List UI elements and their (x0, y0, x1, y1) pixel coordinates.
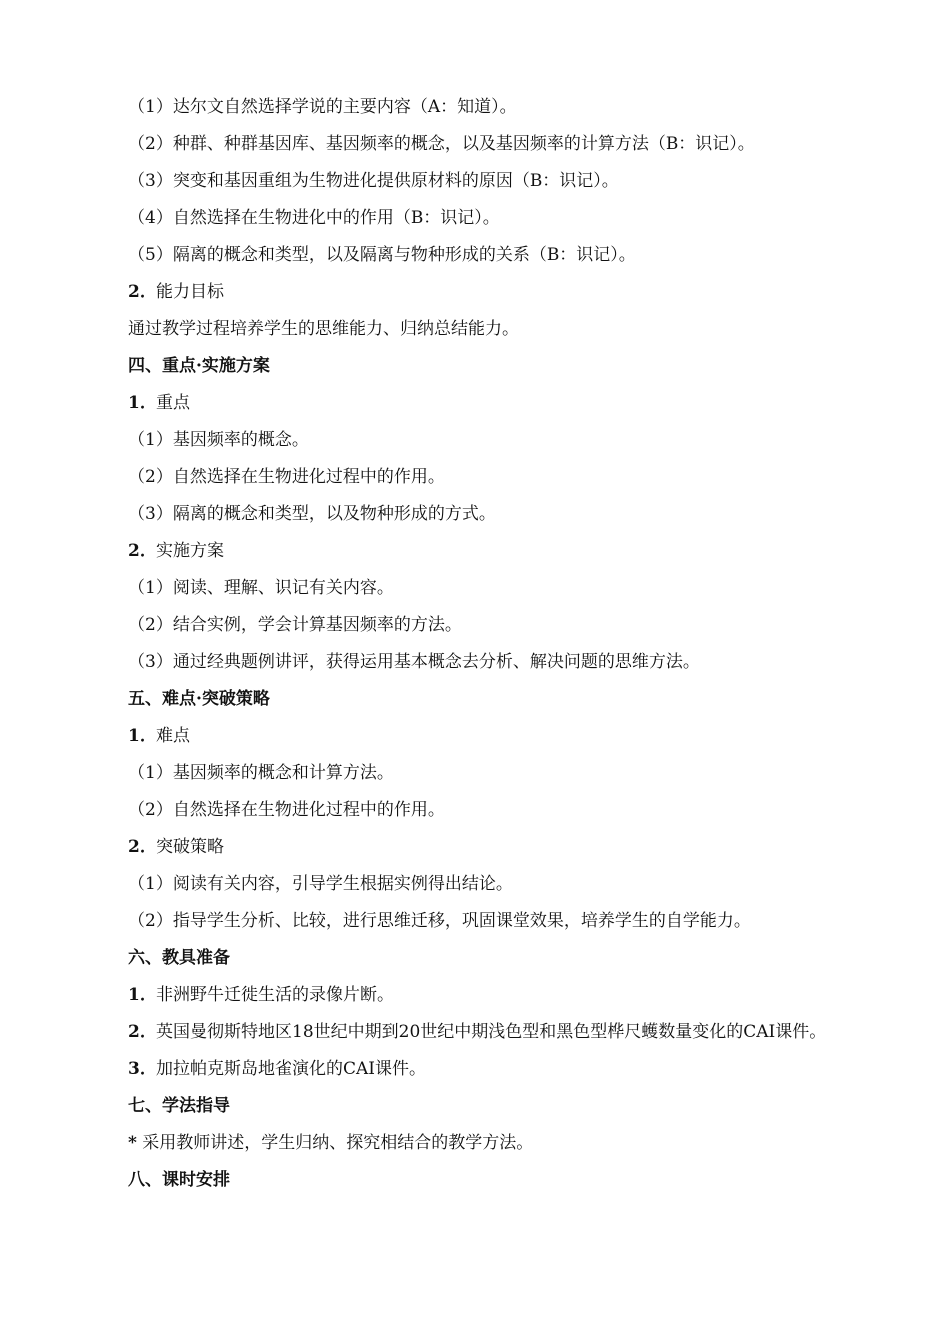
knowledge-item-5: （5）隔离的概念和类型，以及隔离与物种形成的关系（B：识记）。 (128, 245, 636, 265)
section6-item-3-text: 加拉帕克斯岛地雀演化的CAI课件。 (156, 1059, 426, 1079)
section5-sub2-number: 2． (128, 837, 157, 857)
section8-heading: 八、课时安排 (128, 1170, 230, 1190)
section5-sub1-item-1: （1）基因频率的概念和计算方法。 (128, 763, 394, 783)
section4-sub1-item-1: （1）基因频率的概念。 (128, 430, 309, 450)
section6-item-1-text: 非洲野牛迁徙生活的录像片断。 (156, 985, 394, 1005)
section5-sub1-title: 难点 (156, 726, 190, 746)
section7-body: 采用教师讲述，学生归纳、探究相结合的教学方法。 (142, 1133, 534, 1153)
section6-item-1 (128, 977, 880, 1014)
knowledge-item-4: （4）自然选择在生物进化中的作用（B：识记）。 (128, 208, 500, 228)
section4-sub1-item-2: （2）自然选择在生物进化过程中的作用。 (128, 467, 445, 487)
section5-heading: 五、难点·突破策略 (128, 689, 270, 709)
section4-sub2 (128, 533, 880, 570)
section4-sub2-item-1: （1）阅读、理解、识记有关内容。 (128, 578, 394, 598)
section4-sub1-number: 1． (128, 393, 157, 413)
knowledge-item-1: （1）达尔文自然选择学说的主要内容（A：知道）。 (128, 97, 517, 117)
section4-sub1-item-3: （3）隔离的概念和类型，以及物种形成的方式。 (128, 504, 496, 524)
section4-sub2-number: 2． (128, 541, 157, 561)
section4-sub2-item-2: （2）结合实例，学会计算基因频率的方法。 (128, 615, 462, 635)
ability-text: 通过教学过程培养学生的思维能力、归纳总结能力。 (128, 319, 519, 339)
section5-sub1 (128, 718, 880, 755)
section4-heading: 四、重点·实施方案 (128, 356, 270, 376)
section5-sub2-title: 突破策略 (156, 837, 224, 857)
section7-heading: 七、学法指导 (128, 1096, 230, 1116)
section6-item-3-number: 3． (128, 1059, 157, 1079)
section5-sub2 (128, 829, 880, 866)
section5-sub2-item-2: （2）指导学生分析、比较，进行思维迁移，巩固课堂效果，培养学生的自学能力。 (128, 911, 751, 931)
section6-item-3 (128, 1051, 880, 1088)
section6-item-2-text: 英国曼彻斯特地区18世纪中期到20世纪中期浅色型和黑色型桦尺蠖数量变化的CAI课件。 (156, 1022, 827, 1042)
section5-sub1-number: 1． (128, 726, 157, 746)
section6-heading: 六、教具准备 (128, 948, 230, 968)
section6-item-2 (128, 1014, 880, 1051)
section4-sub1 (128, 385, 880, 422)
section4-sub2-title: 实施方案 (156, 541, 224, 561)
section7-text (128, 1125, 880, 1162)
knowledge-item-2: （2）种群、种群基因库、基因频率的概念，以及基因频率的计算方法（B：识记）。 (128, 134, 755, 154)
ability-number: 2． (128, 282, 157, 302)
knowledge-item-3: （3）突变和基因重组为生物进化提供原材料的原因（B：识记）。 (128, 171, 619, 191)
section5-sub1-item-2: （2）自然选择在生物进化过程中的作用。 (128, 800, 445, 820)
section6-item-1-number: 1． (128, 985, 157, 1005)
ability-subheading (128, 274, 880, 311)
section7-star: * (128, 1133, 137, 1153)
ability-title: 能力目标 (156, 282, 224, 302)
section4-sub1-title: 重点 (156, 393, 190, 413)
section5-sub2-item-1: （1）阅读有关内容，引导学生根据实例得出结论。 (128, 874, 513, 894)
section4-sub2-item-3: （3）通过经典题例讲评，获得运用基本概念去分析、解决问题的思维方法。 (128, 652, 700, 672)
section6-item-2-number: 2． (128, 1022, 157, 1042)
